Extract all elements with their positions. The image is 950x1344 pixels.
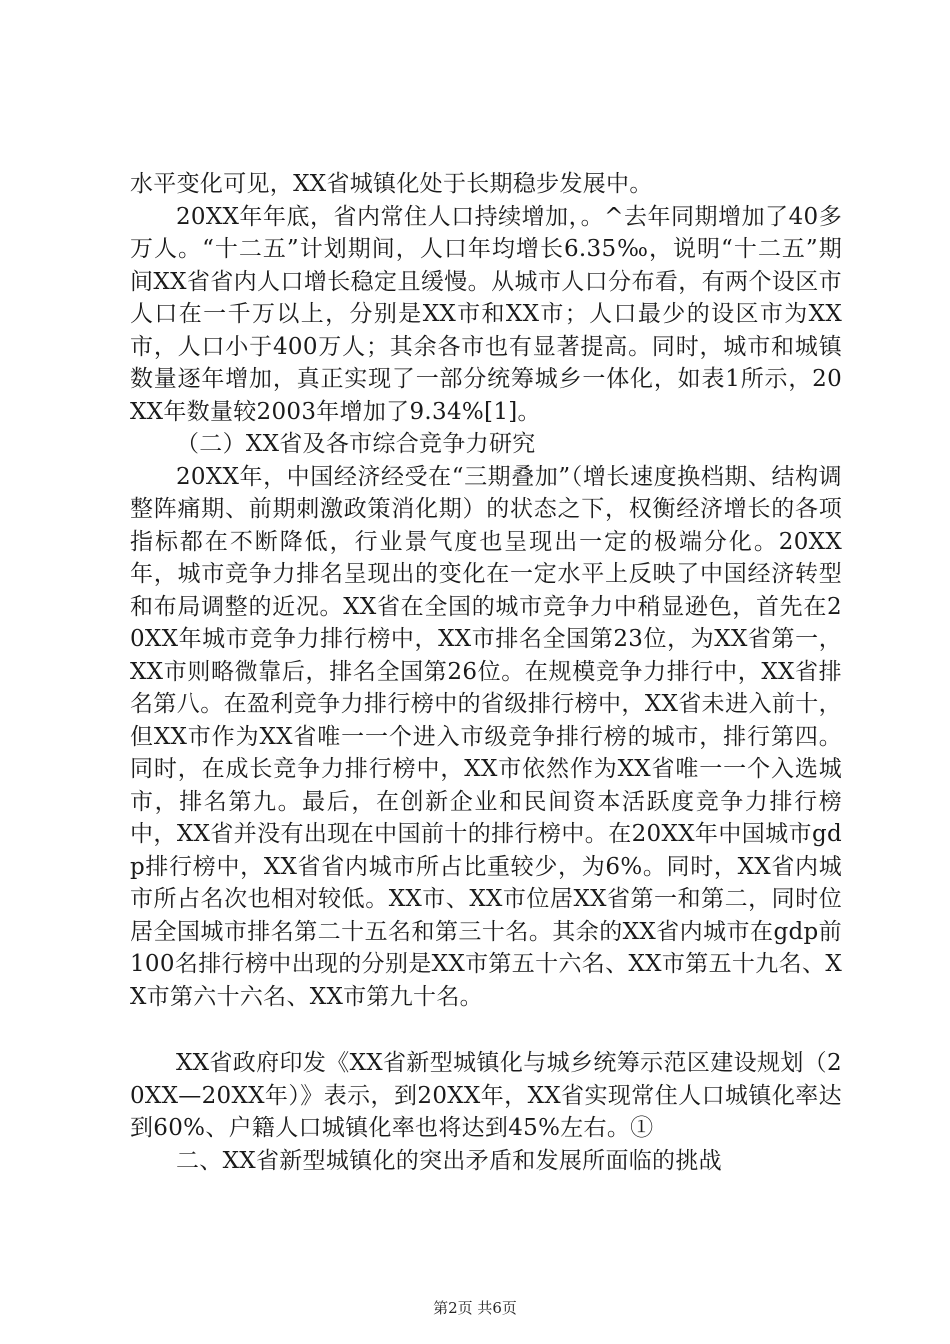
document-body <box>130 168 842 1177</box>
page-number-footer: 第2页 共6页 <box>433 1299 517 1317</box>
paragraph-spacer <box>130 1013 842 1047</box>
paragraph-continuation: 水平变化可见，XX省城镇化处于长期稳步发展中。 <box>130 171 653 197</box>
paragraph-population: 20XX年年底，省内常住人口持续增加，。^去年同期增加了40多万人。“十二五”计划期间，人口年均增长6.35‰，说明“十二五”期间XX省省内人口增长稳定且缓慢。从城市人口分布看，有两个设区市人口在一千万以上，分别是XX市和XX市；人口最少的设区市为XX市，人口小于400万人；其余各市也有显著提高。同时，城市和城镇数量逐年增加，真正实现了一部分统筹城乡一体化，如表1所示，20XX年数量较2003年增加了9.34%[1]。 <box>130 203 842 425</box>
section-heading-competitiveness: （二）XX省及各市综合竞争力研究 <box>176 431 536 457</box>
paragraph-urbanization-plan: XX省政府印发《XX省新型城镇化与城乡统筹示范区建设规划（20XX—20XX年）》表示，到20XX年，XX省实现常住人口城镇化率达到60%、户籍人口城镇化率也将达到45%左右。① <box>130 1050 842 1141</box>
section-heading-challenges: 二、XX省新型城镇化的突出矛盾和发展所面临的挑战 <box>176 1147 722 1174</box>
paragraph-competitiveness: 20XX年，中国经济经受在“三期叠加”（增长速度换档期、结构调整阵痛期、前期刺激政策消化期）的状态之下，权衡经济增长的各项指标都在不断降低，行业景气度也呈现出一定的极端分化。20XX年，城市竞争力排名呈现出的变化在一定水平上反映了中国经济转型和布局调整的近况。XX省在全国的城市竞争力中稍显逊色，首先在20XX年城市竞争力排行榜中，XX市排名全国第23位，为XX省第一，XX市则略微靠后，排名全国第26位。在规模竞争力排行中，XX省排名第八。在盈利竞争力排行榜中的省级排行榜中，XX省未进入前十，但XX市作为XX省唯一一个进入市级竞争排行榜的城市，排行第四。同时，在成长竞争力排行榜中，XX市依然作为XX省唯一一个入选城市，排名第九。最后，在创新企业和民间资本活跃度竞争力排行榜中，XX省并没有出现在中国前十的排行榜中。在20XX年中国城市gdp排行榜中，XX省省内城市所占比重较少，为6%。同时，XX省内城市所占名次也相对较低。XX市、XX市位居XX省第一和第二，同时位居全国城市排名第二十五名和第三十名。其余的XX省内城市在gdp前100名排行榜中出现的分别是XX市第五十六名、XX市第五十九名、XX市第六十六名、XX市第九十名。 <box>130 463 842 1010</box>
